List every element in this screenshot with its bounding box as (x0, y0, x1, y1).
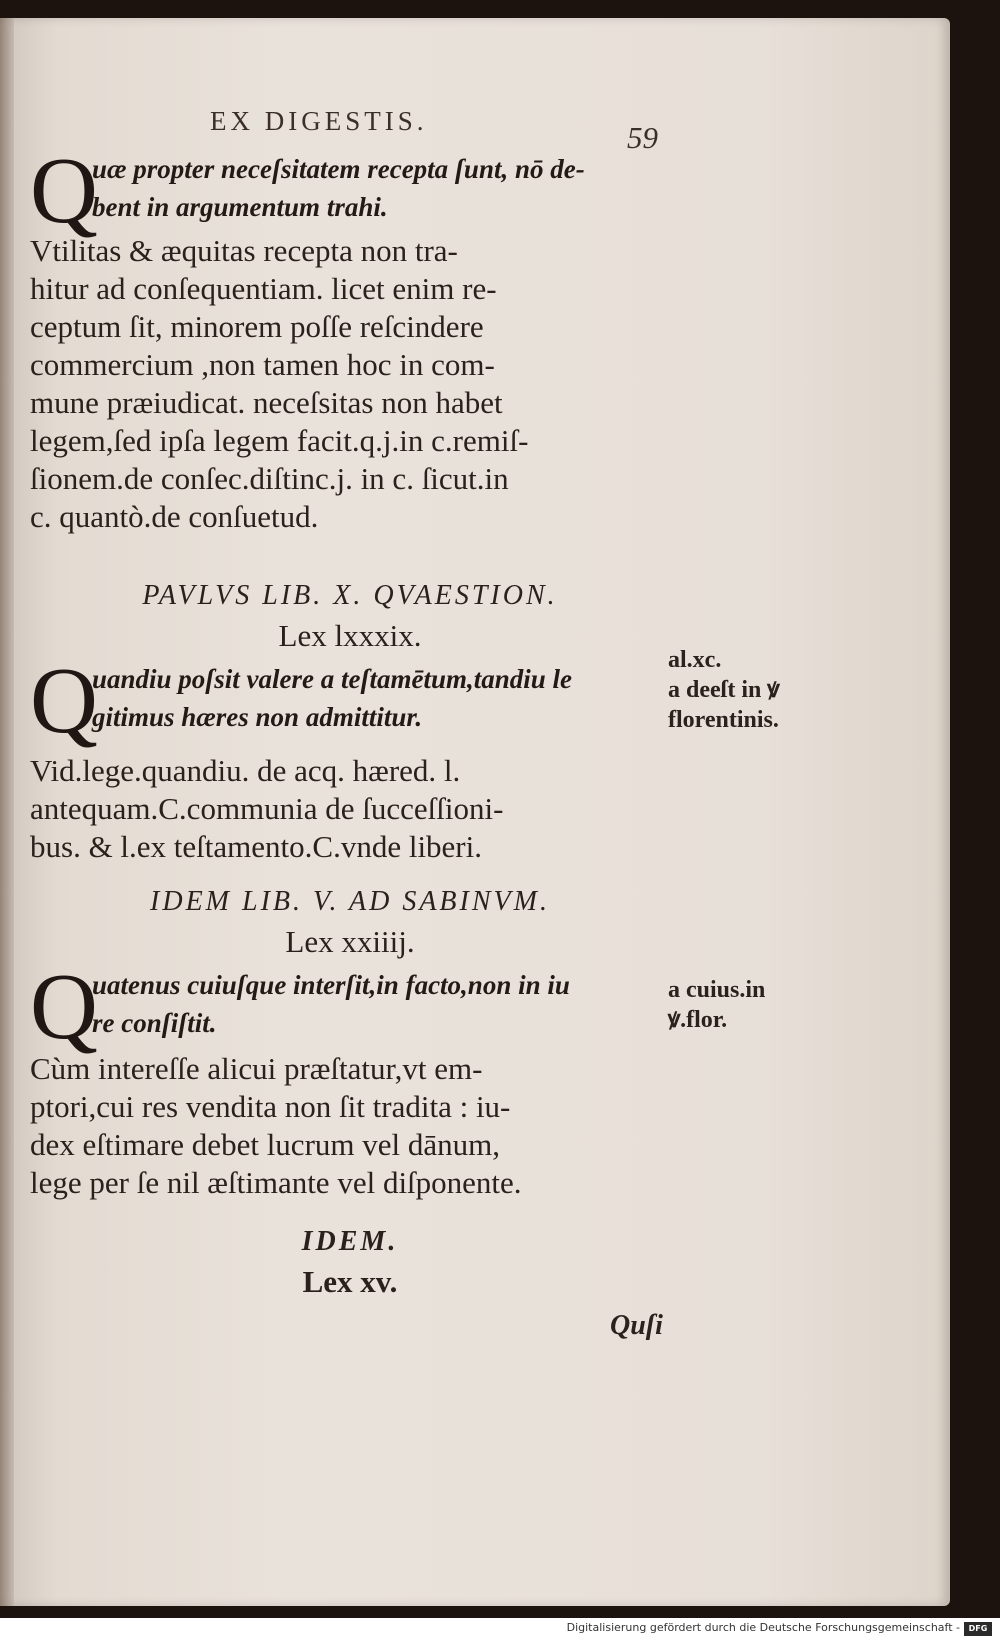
lex-number-3: Lex xv. (302, 1264, 398, 1299)
section-heading-3: IDEM. (301, 1226, 399, 1257)
footer-credit: Digitalisierung gefördert durch die Deutsche Forschungsgemeinschaft - (566, 1621, 960, 1634)
rubric-1 (30, 139, 670, 243)
text-line: Vtilitas & æquitas recepta non tra- (30, 233, 458, 268)
text-line: ptori,cui res vendita non ſit tradita : iu- (30, 1089, 511, 1124)
margin-note-1 (668, 645, 779, 735)
rubric-line: re conſiſtit. (92, 1008, 217, 1038)
note-line: a cuius.in (668, 977, 766, 1003)
text-line: Vid.lege.quandiu. de acq. hæred. l. (30, 753, 461, 788)
note-line: ꝟ.flor. (668, 1007, 728, 1033)
rubric-line: bent in argumentum trahi. (92, 192, 388, 222)
margin-note-2 (668, 975, 765, 1035)
text-line: lege per ſe nil æſtimante vel diſponente. (30, 1165, 522, 1200)
rubric-line: uatenus cuiuſque interſit,in facto,non in iu (92, 970, 570, 1000)
lex-number-1: Lex lxxxix. (278, 618, 422, 653)
text-line: legem,ſed ipſa legem facit.q.j.in c.remiſ- (30, 423, 529, 458)
lex-number-2: Lex xxiiij. (285, 924, 415, 959)
body-paragraph-3 (30, 1050, 670, 1202)
body-paragraph-2 (30, 752, 670, 866)
text-line: mune præiudicat. neceſsitas non habet (30, 385, 503, 420)
text-line: antequam.C.communia de ſucceſſioni- (30, 791, 504, 826)
note-line: florentinis. (668, 707, 779, 733)
dropcap: Q (30, 139, 98, 243)
note-line: a deeſt in ꝟ (668, 677, 780, 703)
text-line: ceptum ſit, minorem poſſe reſcindere (30, 309, 484, 344)
body-paragraph-1 (30, 232, 670, 536)
text-line: Cùm intereſſe alicui præſtatur,vt em- (30, 1051, 483, 1086)
text-line: commercium ,non tamen hoc in com- (30, 347, 495, 382)
rubric-line: gitimus hæres non admittitur. (92, 702, 423, 732)
rubric-line: uandiu poſsit valere a teſtamētum,tandiu le (92, 664, 573, 694)
rubric-2 (30, 649, 670, 753)
text-line: ſionem.de conſec.diſtinc.j. in c. ſicut.in (30, 461, 509, 496)
dropcap: Q (30, 649, 98, 753)
rubric-line: uæ propter neceſsitatem recepta ſunt, nō de- (92, 154, 585, 184)
note-line: al.xc. (668, 647, 722, 673)
catchword: Quſi (610, 1310, 663, 1341)
section-heading-1: PAVLVS LIB. X. QVAESTION. (142, 580, 558, 611)
section-heading-2: IDEM LIB. V. AD SABINVM. (150, 886, 550, 917)
page-number: 59 (627, 120, 658, 155)
text-line: c. quantò.de conſuetud. (30, 499, 319, 534)
text-line: bus. & l.ex teſtamento.C.vnde liberi. (30, 829, 482, 864)
dropcap: Q (30, 955, 98, 1059)
dfg-logo: DFG (964, 1622, 992, 1636)
page-gutter (0, 18, 14, 1606)
rubric-3 (30, 955, 670, 1059)
text-line: dex eſtimare debet lucrum vel dānum, (30, 1127, 500, 1162)
running-head: EX DIGESTIS. (210, 106, 428, 136)
text-line: hitur ad conſequentiam. licet enim re- (30, 271, 497, 306)
